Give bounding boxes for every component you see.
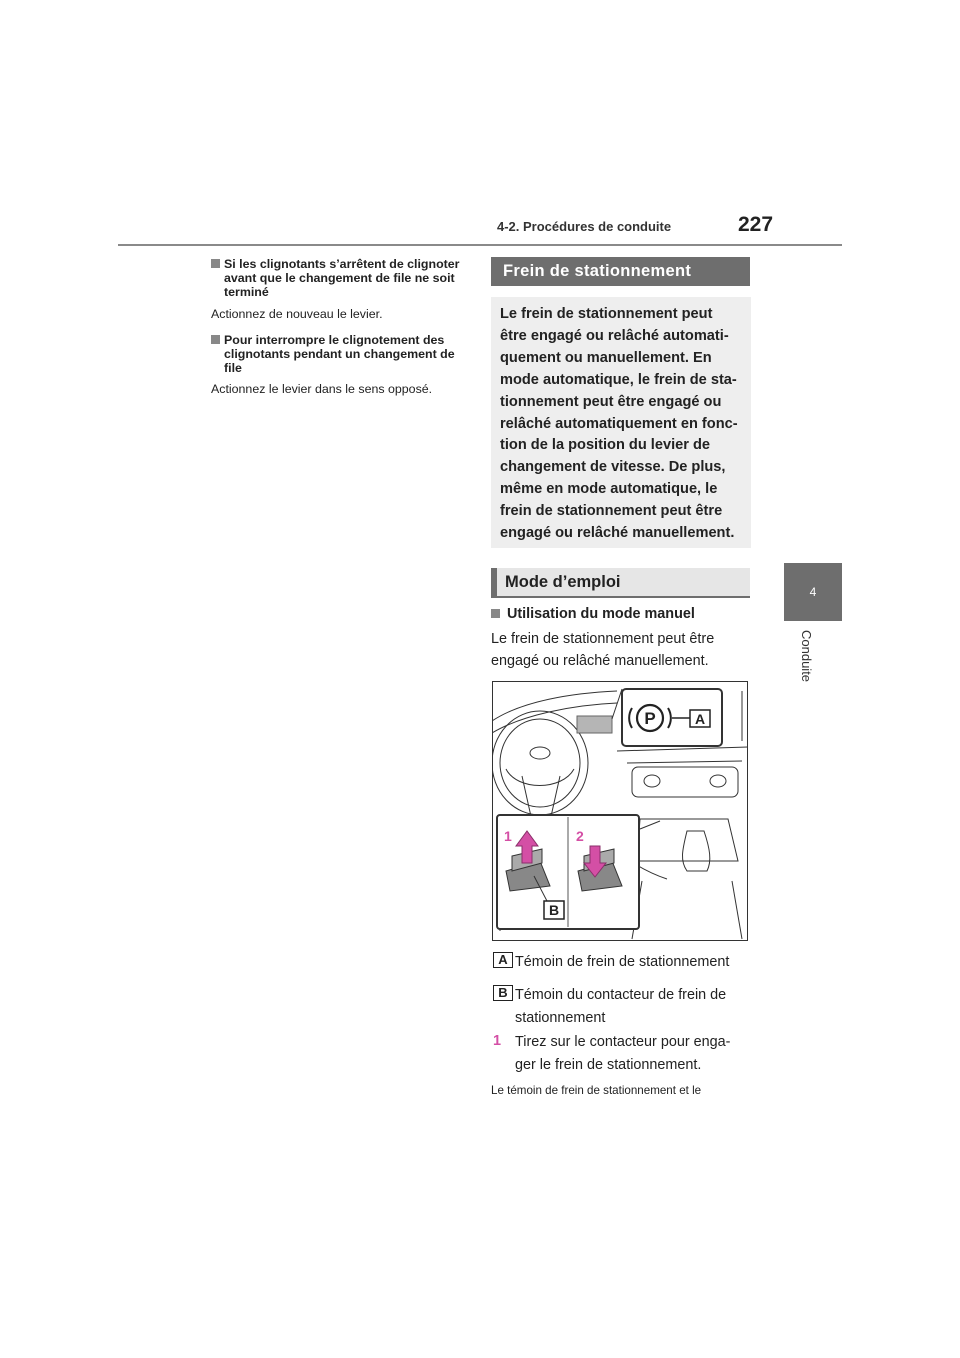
chapter-tab[interactable] (784, 563, 842, 621)
intro-line: changement de vitesse. De plus, (500, 459, 726, 476)
square-bullet-icon (211, 335, 220, 344)
chapter-label: Conduite (799, 630, 814, 683)
intro-box (491, 297, 751, 548)
intro-line: tionnement peut être engagé ou (500, 393, 722, 410)
label-b: B (548, 902, 560, 918)
page-number: 227 (738, 213, 774, 236)
figure-step-1: 1 (504, 828, 512, 844)
subheading-manual-mode: Utilisation du mode manuel (491, 606, 695, 622)
legend-step-number-1: 1 (493, 1033, 502, 1049)
legend-key-a: A (493, 952, 513, 968)
indicator-letter: P (644, 709, 656, 728)
intro-line: même en mode automatique, le (500, 481, 718, 498)
footnote-text: Le témoin de frein de stationnement et le (491, 1084, 702, 1097)
intro-line: frein de stationnement peut être (500, 503, 723, 520)
intro-line: quement ou manuellement. En (500, 349, 712, 366)
intro-line: relâché automatiquement en fonc- (500, 415, 738, 432)
intro-line: mode automatique, le frein de sta- (500, 371, 737, 388)
legend-text-b: Témoin du contacteur de frein de stationnement (515, 987, 727, 1026)
header-divider (118, 244, 842, 246)
left-heading-2: Pour interrompre le clignotement des clignotants pendant un changement de file (211, 333, 471, 375)
intro-line: être engagé ou relâché automati- (500, 327, 729, 344)
intro-line: engagé ou relâché manuellement. (500, 525, 735, 542)
label-a: A (694, 711, 706, 727)
intro-line: Le frein de stationnement peut (500, 306, 713, 322)
legend-step-text-1: Tirez sur le contacteur pour enga- ger le frein de stationnement. (515, 1034, 731, 1073)
chapter-number: 4 (809, 585, 817, 599)
intro-line: tion de la position du levier de (500, 437, 711, 454)
figure-step-2: 2 (576, 828, 584, 844)
square-bullet-icon (491, 609, 500, 618)
parking-brake-illustration (492, 681, 748, 941)
section-title: 4-2. Procédures de conduite (497, 219, 672, 234)
legend-key-b: B (493, 985, 513, 1001)
legend-text-a: Témoin de frein de stationnement (515, 954, 730, 970)
square-bullet-icon (211, 259, 220, 268)
manual-mode-paragraph: Le frein de stationnement peut être engagé ou relâché manuellement. (491, 631, 715, 669)
left-body-2: Actionnez le levier dans le sens opposé. (211, 382, 433, 396)
left-body-1: Actionnez de nouveau le levier. (211, 307, 383, 321)
section-heading-operation: Mode d’emploi (491, 568, 750, 598)
left-heading-1: Si les clignotants s’arrêtent de clignoter avant que le changement de file ne soit terminé (211, 257, 471, 299)
section-heading-parking-brake: Frein de stationnement (491, 257, 750, 286)
